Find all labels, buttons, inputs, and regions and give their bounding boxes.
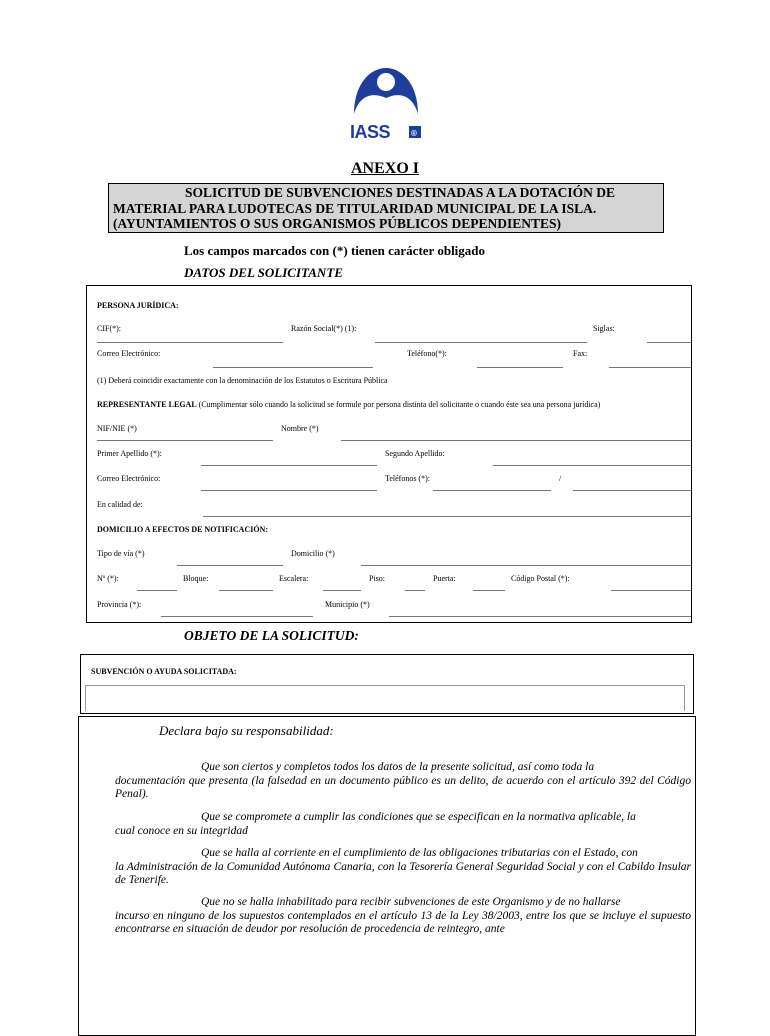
piso-label: Piso: — [369, 574, 386, 583]
declaracion-box — [78, 716, 696, 1036]
bloque-field[interactable] — [219, 590, 273, 591]
calidad-field[interactable] — [203, 516, 691, 517]
telefono-field[interactable] — [477, 367, 563, 368]
declaracion-p1-rest: documentación que presenta (la falsedad en un documento público es un delito, de acuerdo con el artículo 392 del Código Penal). — [115, 774, 691, 801]
title-line-2: MATERIAL PARA LUDOTECAS DE TITULARIDAD MUNICIPAL DE LA ISLA. — [113, 200, 597, 216]
escalera-field[interactable] — [323, 590, 361, 591]
declaracion-p4-rest: incurso en ninguno de los supuestos contemplados en el artículo 13 de la Ley 38/2003, entre los que se incluye el supuesto encontrarse en situación de deudor por resolución de procedencia de reintegro, ante — [115, 909, 691, 936]
declaracion-paragraph-2 — [115, 811, 691, 838]
tipo-via-field[interactable] — [177, 565, 283, 566]
siglas-label: Siglas: — [593, 324, 615, 333]
siglas-field[interactable] — [647, 342, 691, 343]
cif-label: CIF(*): — [97, 324, 121, 333]
declaracion-p3-first-line: Que se halla al corriente en el cumplimiento de las obligaciones tributarias con el Estado, con — [201, 847, 638, 859]
puerta-label: Puerta: — [433, 574, 456, 583]
codigo-postal-label: Código Postal (*): — [511, 574, 570, 583]
declaracion-paragraph-4 — [115, 896, 691, 937]
provincia-label: Provincia (*): — [97, 600, 142, 609]
correo-label: Correo Electrónico: — [97, 349, 161, 358]
document-title — [108, 183, 664, 233]
persona-juridica-label: PERSONA JURÍDICA: — [97, 301, 179, 310]
fax-label: Fax: — [573, 349, 588, 358]
primer-apellido-field[interactable] — [201, 465, 377, 466]
razon-social-label: Razón Social(*) (1): — [291, 324, 357, 333]
subvencion-label: SUBVENCIÓN O AYUDA SOLICITADA: — [91, 667, 237, 676]
numero-label: Nº (*): — [97, 574, 119, 583]
calidad-label: En calidad de: — [97, 500, 143, 509]
nombre-field[interactable] — [341, 440, 691, 441]
svg-text:®: ® — [411, 129, 417, 138]
nif-label: NIF/NIE (*) — [97, 424, 137, 433]
segundo-apellido-field[interactable] — [493, 465, 691, 466]
municipio-label: Municipio (*) — [325, 600, 370, 609]
representante-legal-note: (Cumplimentar sólo cuando la solicitud se formule por persona distinta del solicitante o cuando éste sea una persona jurídica) — [198, 400, 601, 409]
domicilio-field[interactable] — [361, 565, 691, 566]
razon-social-note: (1) Deberá coincidir exactamente con la denominación de los Estatutos o Escritura Pública — [97, 376, 388, 385]
piso-field[interactable] — [405, 590, 425, 591]
provincia-field[interactable] — [161, 616, 313, 617]
telefono-label: Teléfono(*): — [407, 349, 447, 358]
telefono-2-field[interactable] — [573, 490, 691, 491]
declaracion-heading: Declara bajo su responsabilidad: — [159, 723, 334, 738]
declaracion-p2-first-line: Que se compromete a cumplir las condiciones que se especifican en la normativa aplicable, la — [201, 811, 636, 823]
iass-logo — [348, 58, 424, 142]
title-line-1: SOLICITUD DE SUBVENCIONES DESTINADAS A LA DOTACIÓN DE — [185, 185, 615, 200]
section-objeto-heading: OBJETO DE LA SOLICITUD: — [184, 628, 359, 643]
anexo-title: ANEXO I — [350, 160, 419, 177]
domicilio-heading: DOMICILIO A EFECTOS DE NOTIFICACIÓN: — [97, 525, 268, 534]
segundo-apellido-label: Segundo Apellido: — [385, 449, 445, 458]
logo-text: IASS — [350, 122, 391, 142]
puerta-field[interactable] — [473, 590, 505, 591]
nombre-label: Nombre (*) — [281, 424, 319, 433]
nif-field[interactable] — [97, 440, 273, 441]
codigo-postal-field[interactable] — [611, 590, 691, 591]
subvencion-field[interactable] — [85, 685, 685, 711]
representante-legal — [97, 400, 600, 409]
municipio-field[interactable] — [389, 616, 691, 617]
escalera-label: Escalera: — [279, 574, 309, 583]
declaracion-p3-rest: la Administración de la Comunidad Autónoma Canaria, con la Tesorería General Seguridad Social y con el Cabildo Insular de Tenerife. — [115, 860, 691, 887]
primer-apellido-label: Primer Apellido (*): — [97, 449, 162, 458]
declaracion-paragraph-3 — [115, 847, 691, 888]
objeto-box — [80, 654, 694, 714]
domicilio-label: Domicilio (*) — [291, 549, 335, 558]
numero-field[interactable] — [137, 590, 177, 591]
telefonos-separator: / — [559, 474, 562, 483]
representante-legal-label: REPRESENTANTE LEGAL — [97, 400, 197, 409]
section-solicitante-heading: DATOS DEL SOLICITANTE — [184, 265, 343, 280]
bloque-label: Bloque: — [183, 574, 209, 583]
solicitante-form — [86, 285, 692, 623]
telefonos-label: Teléfonos (*): — [385, 474, 430, 483]
declaracion-p1-first-line: Que son ciertos y completos todos los datos de la presente solicitud, así como toda la — [201, 761, 595, 773]
correo-rep-label: Correo Electrónico: — [97, 474, 161, 483]
tipo-via-label: Tipo de vía (*) — [97, 549, 145, 558]
mandatory-note: Los campos marcados con (*) tienen carácter obligado — [184, 243, 486, 258]
correo-rep-field[interactable] — [201, 490, 377, 491]
telefono-1-field[interactable] — [433, 490, 551, 491]
declaracion-p4-first-line: Que no se halla inhabilitado para recibir subvenciones de este Organismo y de no hallarse — [201, 896, 621, 908]
razon-social-field[interactable] — [375, 342, 587, 343]
correo-field[interactable] — [213, 367, 373, 368]
declaracion-p2-rest: cual conoce en su integridad — [115, 824, 248, 837]
fax-field[interactable] — [609, 367, 691, 368]
title-line-3: (AYUNTAMIENTOS O SUS ORGANISMOS PÚBLICOS DEPENDIENTES) — [113, 216, 561, 231]
cif-field[interactable] — [97, 342, 283, 343]
declaracion-paragraph-1 — [115, 761, 691, 802]
